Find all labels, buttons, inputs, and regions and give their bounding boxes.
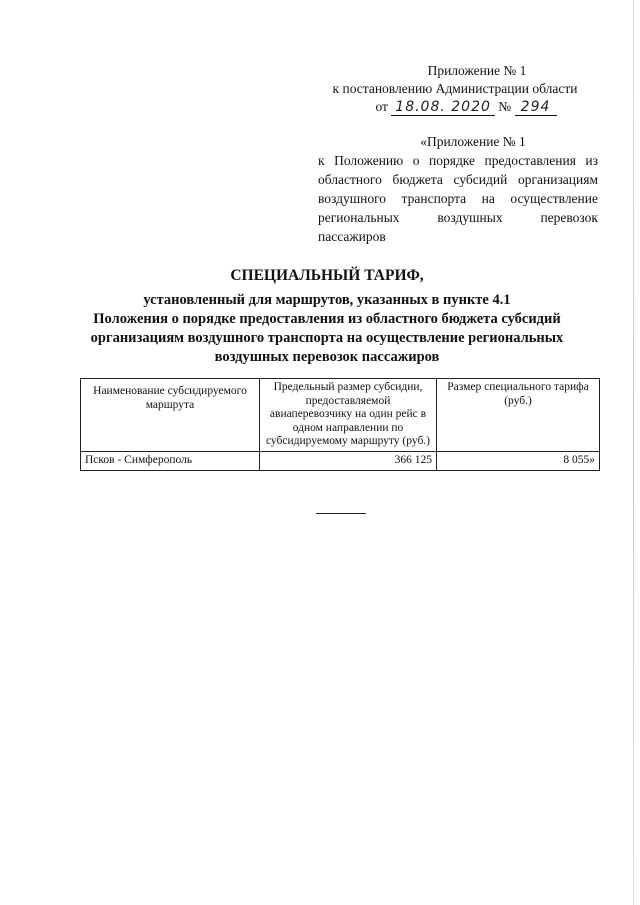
heading-line-2: Положения о порядке предоставления из областного бюджета субсидий — [93, 311, 561, 327]
handwritten-number: 294 — [515, 99, 557, 116]
heading-line-1: установленный для маршрутов, указанных в пункте 4.1 — [143, 292, 511, 308]
date-prefix: от — [375, 99, 388, 114]
document-heading — [60, 266, 594, 367]
scan-edge-line — [633, 0, 634, 905]
appendix-resolution-line: к постановлению Администрации области — [332, 81, 578, 96]
regulation-appendix-title: «Приложение № 1 — [420, 134, 526, 149]
subsidy-limit-cell: 366 125 — [260, 451, 437, 470]
heading-line-3: организациям воздушного транспорта на осуществление региональных — [90, 330, 564, 346]
column-header-route: Наименование субсидируемого маршрута — [81, 379, 260, 452]
column-header-special-tariff: Размер специального тарифа (руб.) — [437, 379, 600, 452]
heading-line-4: воздушных перевозок пассажиров — [214, 349, 440, 365]
column-header-subsidy-limit: Предельный размер субсидии, предоставляемой авиаперевозчику на один рейс в одном направлении по субсидируемому маршруту (руб.) — [260, 379, 437, 452]
tariff-table — [80, 378, 600, 471]
appendix-header — [318, 62, 592, 116]
closing-divider — [316, 513, 366, 514]
table-row — [81, 451, 600, 470]
document-title: СПЕЦИАЛЬНЫЙ ТАРИФ, — [230, 267, 424, 284]
route-cell: Псков - Симферополь — [81, 451, 260, 470]
regulation-reference — [318, 132, 598, 246]
appendix-title: Приложение № 1 — [427, 63, 527, 78]
handwritten-date: 18.08. 2020 — [391, 99, 495, 116]
special-tariff-cell: 8 055» — [437, 451, 600, 470]
table-header-row — [81, 379, 600, 452]
regulation-reference-text: к Положению о порядке предоставления из областного бюджета субсидий организациям воздушного транспорта на осуществление региональных воздушных перевозок пассажиров — [318, 153, 598, 244]
number-sign: № — [498, 99, 512, 114]
resolution-date-line — [318, 98, 592, 116]
